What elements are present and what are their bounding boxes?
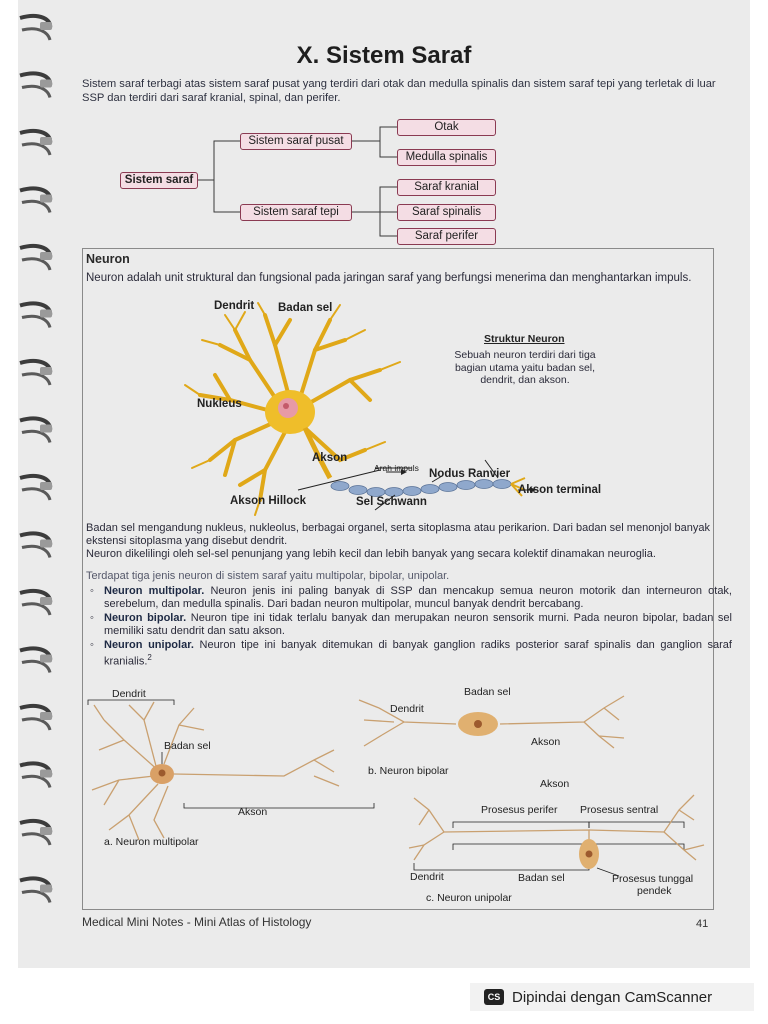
type-text: Neuron jenis ini paling banyak di SSP dan mencakup semua neuron motorik dan interneuron otak, serebelum, dan medulla spinalis. Dari badan neuron multipolar, muncul banyak dendrit bercabang. (104, 585, 732, 610)
tree-sistem-saraf-pusat: Sistem saraf pusat (240, 133, 352, 150)
label-sel-schwann: Sel Schwann (356, 496, 427, 508)
spiral-coil (22, 776, 50, 787)
type-name: Neuron unipolar. (104, 639, 194, 651)
unipolar-label-badan-sel: Badan sel (518, 872, 565, 884)
tree-sistem-saraf-tepi: Sistem saraf tepi (240, 204, 352, 221)
list-item (104, 612, 732, 637)
multipolar-label-akson: Akson (238, 806, 268, 818)
footnote-marker: 2 (147, 652, 152, 662)
type-text: Neuron tipe ini banyak ditemukan di banyak ganglion radiks posterior saraf spinalis dan ganglion saraf kranialis. (104, 639, 732, 668)
tree-saraf-perifer: Saraf perifer (397, 228, 496, 245)
label-akson-terminal: Akson terminal (518, 484, 602, 496)
spiral-coil (22, 834, 50, 845)
spiral-coil (22, 604, 50, 615)
camscanner-logo-icon: CS (484, 989, 504, 1005)
unipolar-caption: c. Neuron unipolar (426, 892, 512, 904)
type-name: Neuron multipolar. (104, 585, 205, 597)
tree-saraf-kranial: Saraf kranial (397, 179, 496, 196)
tree-connectors (0, 0, 768, 260)
spiral-coil (22, 489, 50, 500)
neuron-heading: Neuron (86, 252, 130, 266)
badan-sel-paragraph: Badan sel mengandung nukleus, nukleolus, berbagai organel, serta sitoplasma atau perikarion. Dari badan sel menonjol banyak ekstensi sitoplasma yang disebut dendrit. (86, 522, 710, 547)
spiral-coil (22, 719, 50, 730)
struktur-neuron-text: Sebuah neuron terdiri dari tiga bagian utama yaitu badan sel, dendrit, dan akson. (454, 349, 596, 386)
unipolar-label-prosesus-sentral: Prosesus sentral (580, 804, 659, 816)
spiral-coil (22, 259, 50, 270)
label-akson: Akson (312, 452, 348, 464)
schwann-cells (331, 480, 511, 497)
neuron-definition: Neuron adalah unit struktural dan fungsional pada jaringan saraf yang berfungsi menerima dan menghantarkan impuls. (86, 272, 692, 284)
intro-paragraph: Sistem saraf terbagi atas sistem saraf pusat yang terdiri dari otak dan medulla spinalis dan sistem saraf tepi yang terletak di luar SSP dan terdiri dari saraf kranial, spinal, dan perifer. (82, 78, 716, 104)
label-nodus-ranvier: Nodus Ranvier (429, 468, 511, 480)
page-title: X. Sistem Saraf (296, 42, 472, 69)
type-name: Neuron bipolar. (104, 612, 187, 624)
label-dendrit: Dendrit (214, 300, 255, 312)
bipolar-caption: b. Neuron bipolar (368, 765, 449, 777)
unipolar-label-prosesus-tunggal: Prosesus tunggal (612, 873, 694, 885)
camscanner-label: Dipindai dengan CamScanner (512, 988, 713, 1006)
bipolar-label-badan-sel: Badan sel (464, 686, 511, 698)
unipolar-label-dendrit: Dendrit (410, 871, 444, 883)
spiral-hole (40, 425, 52, 433)
label-arah-impuls: Arah impuls (374, 463, 419, 473)
spiral-coil (22, 374, 50, 385)
bipolar-label-akson: Akson (531, 736, 561, 748)
neuron-types-list (86, 585, 732, 670)
neuroglia-paragraph: Neuron dikelilingi oleh sel-sel penunjang yang lebih kecil dan lebih banyak yang secara kolektif dinamakan neuroglia. (86, 548, 656, 560)
spiral-coil (22, 891, 50, 902)
spiral-hole (40, 885, 52, 893)
spiral-hole (40, 367, 52, 375)
multipolar-label-badan-sel: Badan sel (164, 740, 211, 752)
tree-otak: Otak (397, 119, 496, 136)
label-nukleus: Nukleus (197, 398, 242, 410)
neuron-types-intro: Terdapat tiga jenis neuron di sistem saraf yaitu multipolar, bipolar, unipolar. (86, 570, 450, 582)
multipolar-label-dendrit: Dendrit (112, 688, 146, 700)
bipolar-label-dendrit: Dendrit (390, 703, 424, 715)
multipolar-caption: a. Neuron multipolar (104, 836, 199, 848)
label-badan-sel: Badan sel (278, 302, 333, 314)
type-text: Neuron tipe ini tidak terlalu banyak dan merupakan neuron sensorik murni. Pada neuron bipolar, badan sel memiliki satu dendrit dan satu akson. (104, 612, 732, 637)
spiral-coil (22, 316, 50, 327)
page-number: 41 (696, 918, 709, 930)
unipolar-label-akson: Akson (540, 778, 570, 790)
unipolar-label-prosesus-perifer: Prosesus perifer (481, 804, 558, 816)
unipolar-label-pendek: pendek (637, 885, 672, 897)
list-item (104, 639, 732, 668)
spiral-coil (22, 661, 50, 672)
label-akson-hillock: Akson Hillock (230, 495, 307, 507)
spiral-hole (40, 770, 52, 778)
spiral-hole (40, 712, 52, 720)
tree-saraf-spinalis: Saraf spinalis (397, 204, 496, 221)
spiral-hole (40, 540, 52, 548)
list-item (104, 585, 732, 610)
spiral-hole (40, 482, 52, 490)
spiral-coil (22, 546, 50, 557)
page-footer: Medical Mini Notes - Mini Atlas of Histology (82, 915, 312, 929)
spiral-hole (40, 827, 52, 835)
tree-medulla-spinalis: Medulla spinalis (397, 149, 496, 166)
camscanner-watermark (470, 983, 754, 1011)
spiral-coil (22, 431, 50, 442)
tree-root-sistem-saraf: Sistem saraf (120, 172, 198, 189)
struktur-neuron-title: Struktur Neuron (484, 333, 565, 345)
spiral-hole (40, 310, 52, 318)
spiral-hole (40, 597, 52, 605)
spiral-hole (40, 655, 52, 663)
multipolar-neuron (92, 702, 339, 840)
